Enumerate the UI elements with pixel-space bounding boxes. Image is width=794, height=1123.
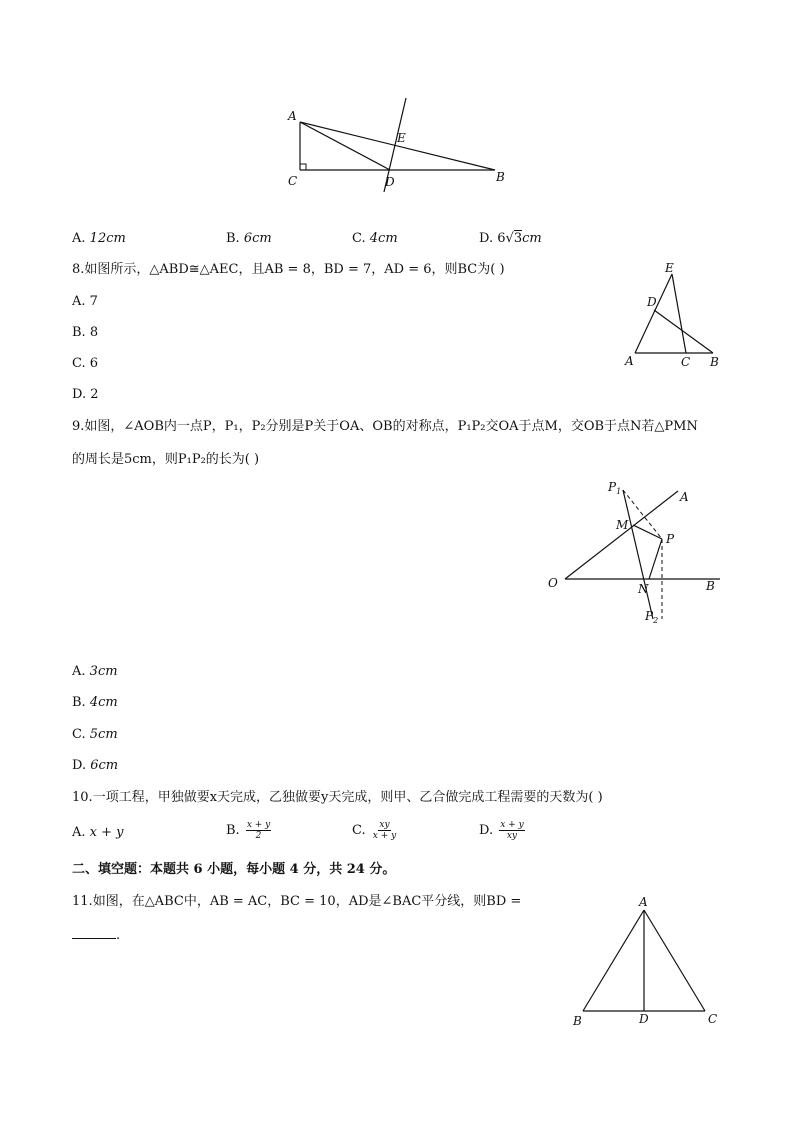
q9-figure bbox=[540, 475, 730, 630]
q11-stem: 11.如图，在△ABC中，AB = AC，BC = 10，AD是∠BAC平分线，则BD = bbox=[72, 894, 522, 909]
q8-label-e: E bbox=[665, 261, 674, 275]
q7-figure bbox=[280, 95, 520, 195]
q9-label-m: M bbox=[616, 518, 629, 532]
q8-label-c: C bbox=[681, 355, 691, 369]
q8-option-c[interactable]: C. 6 bbox=[72, 356, 99, 371]
q10-stem: 10.一项工程，甲独做要x天完成，乙独做要y天完成，则甲、乙合做完成工程需要的天数为( ) bbox=[72, 790, 603, 805]
q9-label-a: A bbox=[680, 490, 689, 504]
q8-figure bbox=[620, 260, 730, 372]
section-heading: 二、填空题：本题共 6 小题，每小题 4 分，共 24 分。 bbox=[72, 862, 396, 877]
q9-label-b: B bbox=[706, 579, 715, 593]
answer-blank[interactable] bbox=[72, 926, 116, 939]
q9-label-p2: $P_2$ bbox=[645, 609, 659, 625]
q9-option-c[interactable]: C. 5cm bbox=[72, 727, 118, 742]
fraction: $\frac{x + y}{2}$ bbox=[246, 820, 271, 841]
q8-stem: 8.如图所示，△ABD≅△AEC，且AB = 8，BD = 7，AD = 6，则BC为( ) bbox=[72, 262, 505, 277]
q7-option-a[interactable]: A. 12cm bbox=[72, 231, 126, 246]
fraction: $\frac{x + y}{xy}$ bbox=[500, 820, 524, 841]
q10-option-d[interactable]: D. $\frac{x + y}{xy}$ bbox=[479, 820, 524, 841]
sqrt-sign: √ bbox=[505, 231, 514, 246]
q9-label-p1: $P_1$ bbox=[608, 480, 622, 496]
q11-label-b: B bbox=[573, 1014, 582, 1028]
q7-option-d[interactable]: D. 6√3cm bbox=[479, 231, 542, 246]
q9-stem-line1: 9.如图，∠AOB内一点P，P₁，P₂分别是P关于OA、OB的对称点，P₁P₂交OA于点M，交OB于点N若△PMN bbox=[72, 419, 698, 434]
q7-label-e: E bbox=[397, 131, 406, 145]
q7-label-c: C bbox=[288, 174, 298, 188]
q7-label-a: A bbox=[288, 109, 297, 123]
q11-label-d: D bbox=[639, 1012, 649, 1026]
q7-label-d: D bbox=[385, 175, 395, 189]
q10-option-a[interactable]: A. x + y bbox=[72, 825, 124, 840]
q8-label-a: A bbox=[625, 354, 634, 368]
q8-label-d: D bbox=[647, 295, 657, 309]
q9-label-n: N bbox=[638, 582, 649, 596]
q7-label-b: B bbox=[496, 170, 505, 184]
q10-option-c[interactable]: C. $\frac{xy}{x + y}$ bbox=[352, 820, 397, 841]
q8-option-a[interactable]: A. 7 bbox=[72, 294, 98, 309]
q8-label-b: B bbox=[710, 355, 719, 369]
q7-option-c[interactable]: C. 4cm bbox=[352, 231, 398, 246]
q9-stem-line2: 的周长是5cm，则P₁P₂的长为( ) bbox=[72, 452, 260, 467]
q9-label-o: O bbox=[548, 576, 558, 590]
sqrt-radicand: 3 bbox=[513, 231, 523, 246]
q9-option-d[interactable]: D. 6cm bbox=[72, 758, 119, 773]
q8-option-b[interactable]: B. 8 bbox=[72, 325, 99, 340]
q11-figure bbox=[565, 893, 725, 1033]
q9-option-a[interactable]: A. 3cm bbox=[72, 664, 118, 679]
q9-label-p: P bbox=[666, 532, 675, 546]
q11-label-c: C bbox=[708, 1012, 718, 1026]
q9-option-b[interactable]: B. 4cm bbox=[72, 695, 118, 710]
q7-option-b[interactable]: B. 6cm bbox=[226, 231, 272, 246]
q8-option-d[interactable]: D. 2 bbox=[72, 387, 99, 402]
fraction: $\frac{xy}{x + y}$ bbox=[372, 820, 397, 841]
q10-option-b[interactable]: B. $\frac{x + y}{2}$ bbox=[226, 820, 271, 841]
q11-answer-line: . bbox=[72, 926, 120, 945]
q11-label-a: A bbox=[639, 895, 648, 909]
